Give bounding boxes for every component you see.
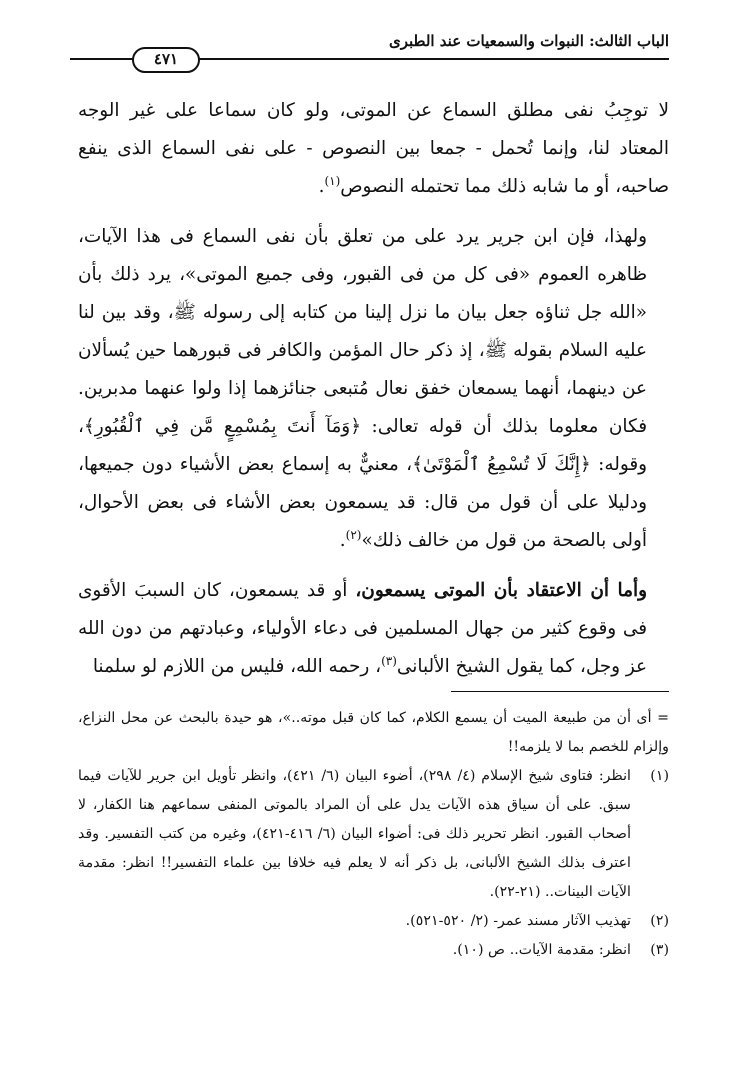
paragraph-3-text: أو قد يسمعون، كان السببَ الأقوى فى وقوع كثير من جهال المسلمين فى دعاء الأولياء، وعبادتهم من دون الله عز وجل، كما يقول الشيخ الألبانى <box>78 580 647 677</box>
paragraph-2-text: ولهذا، فإن ابن جرير يرد على من تعلق بأن نفى السماع فى هذا الآيات، ظاهره العموم «فى كل من فى القبور، وفى جميع الموتى»، يرد ذلك بأن «الله جل ثناؤه جعل بيان ما نزل إلينا من كتابه إلى رسوله ﷺ، وقد بين لنا عليه السلام بقوله ﷺ، إذ ذكر حال المؤمن والكافر فى قبورهما حين يُسألان عن دينهما، أنهما يسمعان خفق نعال مُتبعى جنائزهما إذا ولوا عنهما مدبرين. فكان معلوما بذلك أن قوله تعالى: ﴿وَمَآ أَنتَ بِمُسْمِعٍ مَّن فِي ٱلْقُبُورِ﴾، وقوله: ﴿إِنَّكَ لَا تُسْمِعُ ٱلْمَوْتَىٰ﴾، معنيٌّ به إسماع بعض الأشياء دون جميعها، ودليلا على أن قول من قال: قد يسمعون بعض الأشاء فى بعض الأحوال، أولى بالصحة من قول من خالف ذلك» <box>78 226 647 551</box>
footnote-number: (٢) <box>650 913 669 929</box>
paragraph-3-lead: وأما أن الاعتقاد بأن الموتى يسمعون، <box>355 580 647 601</box>
footnotes <box>78 704 669 965</box>
main-text <box>78 92 669 686</box>
footnote-text: انظر: فتاوى شيخ الإسلام (٤/ ٢٩٨)، أضوء البيان (٦/ ٤٢١)، وانظر تأويل ابن جرير للآيات فيما سبق. على أن سياق هذه الآيات يدل على أن المراد بالموتى المنفى سماعهم هنا الكفار، لا أصحاب القبور. انظر تحرير ذلك فى: أضواء البيان (٦/ ٤١٦-٤٢١)، وغيره من كتب التفسير. وقد اعترف بذلك الشيخ الألبانى، بل ذكر أنه لا يعلم فيه خلافا بين علماء التفسير!! انظر: مقدمة الآيات البينات.. (٢١-٢٢). <box>78 768 632 900</box>
footnote-1 <box>78 762 669 907</box>
footnote-ref-3: (٣) <box>381 653 397 668</box>
footnote-ref-1: (١) <box>324 173 341 188</box>
page-number: ٤٧١ <box>132 47 200 73</box>
footnote-separator <box>451 691 669 692</box>
paragraph-1-text: لا توجِبُ نفى مطلق السماع عن الموتى، ولو كان سماعا على غير الوجه المعتاد لنا، وإنما تُحمل - جمعا بين النصوص - على نفى السماع الذى ينفع صاحبه، أو ما شابه ذلك مما تحتمله النصوص <box>78 100 669 197</box>
paragraph-3 <box>78 572 669 686</box>
footnote-ref-2: (٢) <box>345 527 362 542</box>
paragraph-1-end: . <box>318 176 325 197</box>
footnote-3 <box>78 936 669 965</box>
footnote-continuation <box>78 704 669 762</box>
paragraph-2-end: . <box>339 530 346 551</box>
footnote-number: (١) <box>650 768 669 784</box>
paragraph-1 <box>78 92 669 206</box>
footnote-number: (٣) <box>650 942 669 958</box>
footnote-continuation-text: = أى أن من طبيعة الميت أن يسمع الكلام، كما كان قبل موته..»، هو حيدة بالبحث عن محل النزاع، وإلزام للخصم بما لا يلزمه!! <box>78 710 669 755</box>
footnote-text: تهذيب الآثار مسند عمر- (٢/ ٥٢٠-٥٢١). <box>405 913 631 929</box>
running-title: الباب الثالث: النبوات والسمعيات عند الطبرى <box>389 32 669 50</box>
footnote-text: انظر: مقدمة الآيات.. ص (١٠). <box>452 942 631 958</box>
paragraph-3-tail: ، رحمه الله، فليس من اللازم لو سلمنا <box>92 656 382 677</box>
footnote-2 <box>78 907 669 936</box>
paragraph-2 <box>78 218 669 560</box>
